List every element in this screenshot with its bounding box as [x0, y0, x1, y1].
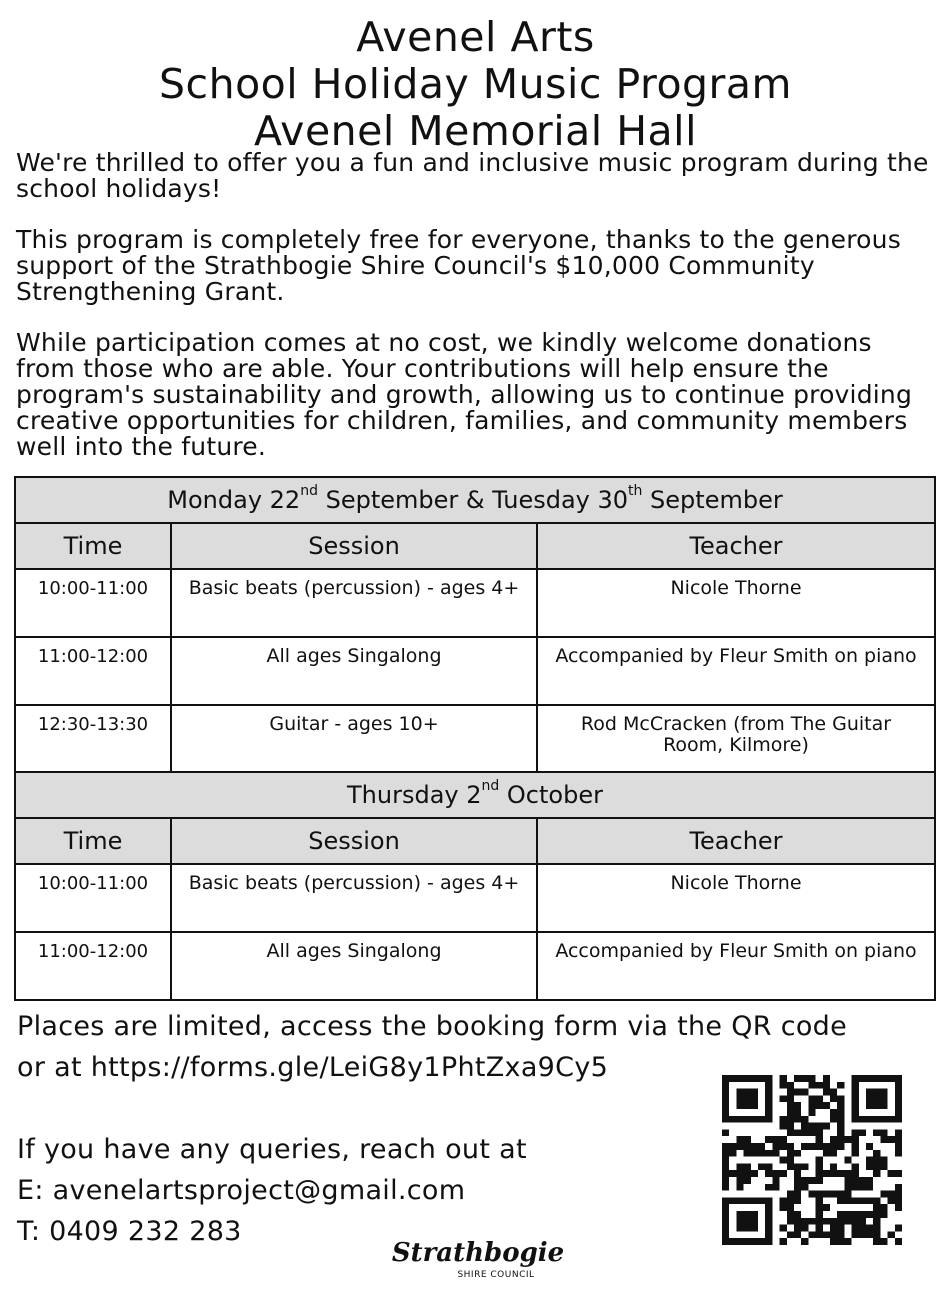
booking-link[interactable]: or at https://forms.gle/LeiG8y1PhtZxa9Cy5: [17, 1052, 609, 1083]
table-row: [15, 864, 935, 932]
logo-subtitle: SHIRE COUNCIL: [457, 1270, 535, 1280]
column-header-session: Session: [171, 523, 537, 569]
session-cell: Guitar - ages 10+: [171, 705, 537, 773]
session-cell: All ages Singalong: [171, 637, 537, 705]
column-header-time: Time: [15, 818, 171, 864]
intro-paragraph-1: We're thrilled to offer you a fun and inclusive music program during the school holidays!: [16, 148, 929, 203]
queries-text: If you have any queries, reach out at: [17, 1134, 527, 1165]
phone-contact: T: 0409 232 283: [17, 1216, 242, 1247]
date-text: October: [499, 781, 603, 809]
date-text: Thursday 2: [347, 781, 482, 809]
time-cell: 10:00-11:00: [15, 864, 171, 932]
table-row: [15, 637, 935, 705]
intro-paragraph-2: This program is completely free for everyone, thanks to the generous support of the Strathbogie Shire Council's $10,000 Community Strengthening Grant.: [16, 225, 901, 306]
teacher-cell: Accompanied by Fleur Smith on piano: [537, 932, 935, 1000]
schedule-table-1: [14, 476, 936, 774]
teacher-cell: Nicole Thorne: [537, 569, 935, 637]
time-cell: 10:00-11:00: [15, 569, 171, 637]
schedule-table-2: [14, 771, 936, 1001]
schedule-1-date: [15, 477, 935, 523]
intro-text: [16, 150, 936, 485]
venue-title: Avenel Memorial Hall: [254, 107, 697, 155]
qr-code-icon[interactable]: [722, 1075, 902, 1245]
booking-text-line-1: Places are limited, access the booking form via the QR code: [17, 1011, 848, 1042]
teacher-cell: Accompanied by Fleur Smith on piano: [537, 637, 935, 705]
date-suffix: nd: [481, 778, 500, 794]
session-cell: Basic beats (percussion) - ages 4+: [171, 569, 537, 637]
teacher-cell: Rod McCracken (from The Guitar Room, Kilmore): [537, 705, 935, 773]
column-header-teacher: Teacher: [537, 523, 935, 569]
intro-paragraph-3: While participation comes at no cost, we kindly welcome donations from those who are able. Your contributions will help ensure the program's sustainability and growth, allowing us to continue providing creative opportunities for children, families, and community members well into the future.: [16, 328, 913, 461]
teacher-cell: Nicole Thorne: [537, 864, 935, 932]
flyer-header: [0, 14, 951, 155]
time-cell: 11:00-12:00: [15, 637, 171, 705]
date-suffix: th: [628, 483, 643, 499]
date-text: September & Tuesday 30: [317, 486, 629, 514]
time-cell: 11:00-12:00: [15, 932, 171, 1000]
session-cell: All ages Singalong: [171, 932, 537, 1000]
column-header-teacher: Teacher: [537, 818, 935, 864]
column-header-session: Session: [171, 818, 537, 864]
date-text: Monday 22: [167, 486, 301, 514]
logo-name: Strathbogie: [391, 1238, 565, 1268]
table-row: [15, 569, 935, 637]
date-text: September: [642, 486, 783, 514]
time-cell: 12:30-13:30: [15, 705, 171, 773]
program-title: School Holiday Music Program: [159, 60, 792, 108]
session-cell: Basic beats (percussion) - ages 4+: [171, 864, 537, 932]
email-contact[interactable]: E: avenelartsproject@gmail.com: [17, 1175, 466, 1206]
table-row: [15, 932, 935, 1000]
date-suffix: nd: [300, 483, 318, 499]
table-row: [15, 705, 935, 773]
strathbogie-logo: [388, 1233, 568, 1283]
org-title: Avenel Arts: [356, 13, 595, 61]
schedule-2-date: [15, 772, 935, 818]
column-header-time: Time: [15, 523, 171, 569]
